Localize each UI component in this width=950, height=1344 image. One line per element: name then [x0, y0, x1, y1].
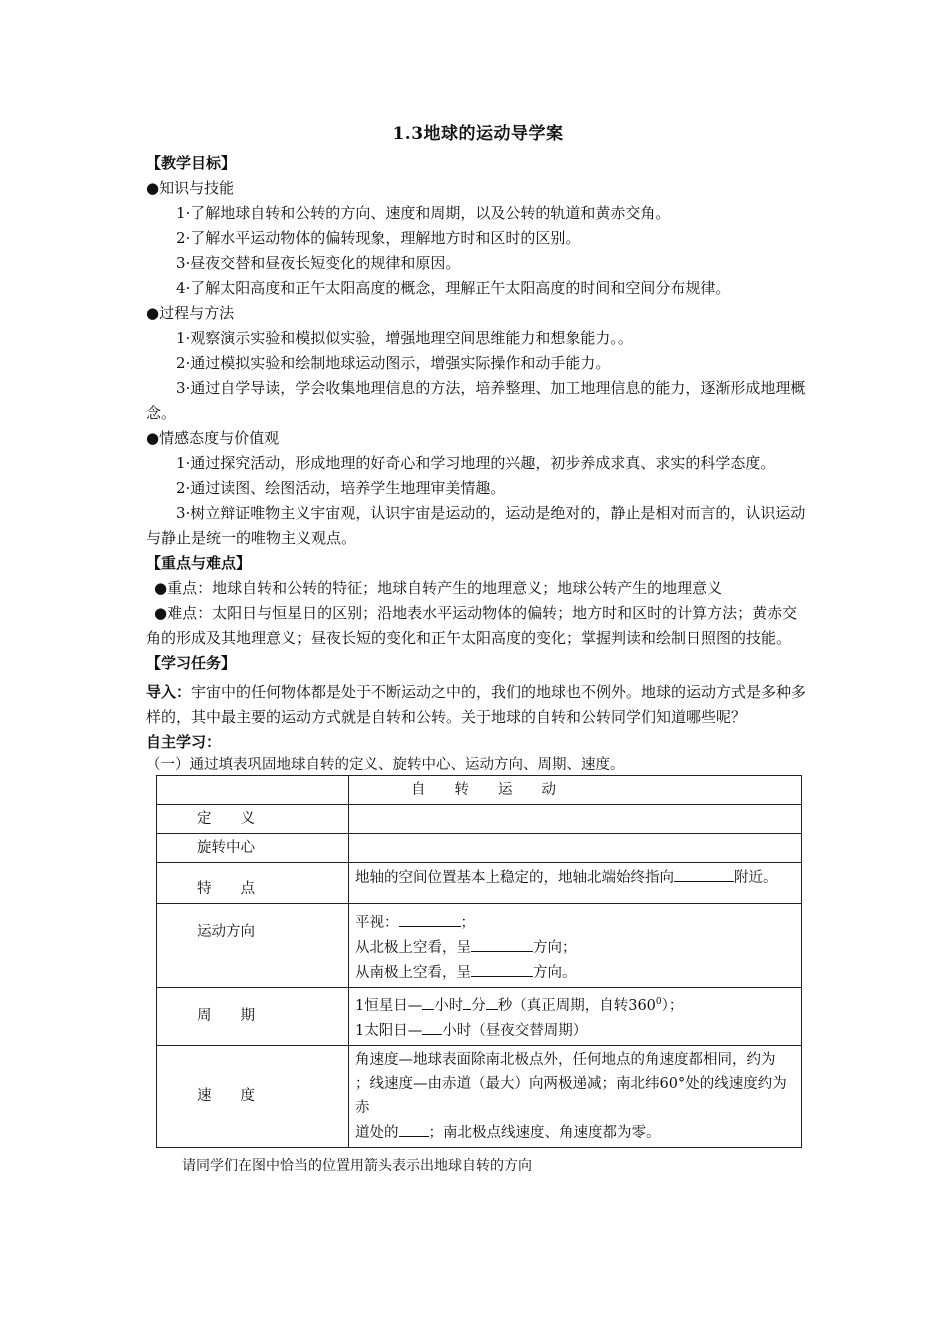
table-row [157, 1045, 802, 1147]
speed-text: 角速度—地球表面除南北极点外，任何地点的角速度都相同，约为 [355, 1051, 776, 1068]
fill-blank[interactable] [422, 993, 434, 1010]
process-item: 3·通过自学导读，学会收集地理信息的方法，培养整理、加工地理信息的能力，逐渐形成地理概念。 [146, 379, 806, 422]
direction-label: 运动方向 [157, 904, 349, 988]
table-header-row [157, 776, 802, 805]
feature-cell [349, 863, 802, 904]
knowledge-item: 2·了解水平运动物体的偏转现象，理解地方时和区时的区别。 [176, 229, 581, 247]
table-header: 自 转 运 动 [349, 776, 802, 805]
intro-label: 导入： [146, 683, 192, 701]
fill-blank[interactable] [471, 960, 533, 977]
process-item: 1·观察演示实验和模拟似实验，增强地理空间思维能力和想象能力。。 [176, 329, 633, 347]
fill-blank[interactable] [422, 1018, 442, 1035]
speed-cell [349, 1045, 802, 1147]
process-item: 2·通过模拟实验和绘制地球运动图示，增强实际操作和动手能力。 [176, 354, 611, 372]
keypoints-heading: 【重点与难点】 [146, 554, 252, 572]
attitude-item: 3·树立辩证唯物主义宇宙观，认识宇宙是运动的，运动是绝对的，静止是相对而言的，认识运动与静止是统一的唯物主义观点。 [146, 504, 806, 547]
table-row [157, 904, 802, 988]
speed-text: ；南北极点线速度、角速度都为零。 [428, 1124, 661, 1141]
speed-text: 道处的 [355, 1124, 399, 1141]
table-row [157, 863, 802, 904]
key-point: ●重点：地球自转和公转的特征；地球自转产生的地理意义；地球公转产生的地理意义 [154, 579, 723, 597]
direction-text: 从北极上空看，呈 [355, 940, 471, 956]
table-row [157, 988, 802, 1046]
feature-text-end: 附近。 [734, 870, 778, 886]
feature-label: 特 点 [157, 863, 349, 904]
fill-blank[interactable] [399, 910, 461, 927]
degree-superscript: 0 [655, 997, 662, 1007]
tasks-heading: 【学习任务】 [146, 654, 237, 672]
table-row [157, 834, 802, 863]
knowledge-heading: ●知识与技能 [146, 179, 235, 197]
period-text: 1太阳日— [355, 1022, 423, 1039]
attitude-heading: ●情感态度与价值观 [146, 429, 280, 447]
fill-blank[interactable] [486, 993, 498, 1010]
page-title: 1.3地球的运动导学案 [392, 124, 564, 144]
goals-heading: 【教学目标】 [146, 154, 237, 172]
process-heading: ●过程与方法 [146, 304, 235, 322]
period-text: 分 [471, 997, 486, 1014]
fill-blank[interactable] [674, 865, 734, 882]
period-text: 秒（真正周期，自转360 [497, 997, 656, 1014]
fill-blank[interactable] [471, 935, 533, 952]
difficult-point: ●难点：太阳日与恒星日的区别；沿地表水平运动物体的偏转；地方时和区时的计算方法；黄赤交角的形成及其地理意义；昼夜长短的变化和正午太阳高度的变化；掌握判读和绘制日照图的技能。 [146, 604, 798, 647]
direction-text: 方向； [533, 940, 577, 956]
knowledge-item: 1·了解地球自转和公转的方向、速度和周期，以及公转的轨道和黄赤交角。 [176, 204, 671, 222]
period-label: 周 期 [157, 988, 349, 1046]
table-corner-cell [157, 776, 349, 805]
attitude-item: 1·通过探究活动，形成地理的好奇心和学习地理的兴趣，初步养成求真、求实的科学态度。 [176, 454, 776, 472]
speed-text: ；线速度—由赤道（最大）向两极递减；南北纬60°处的线速度约为赤 [355, 1075, 787, 1116]
attitude-item: 2·通过读图、绘图活动，培养学生地理审美情趣。 [176, 479, 506, 497]
feature-text: 地轴的空间位置基本上稳定的，地轴北端始终指向 [355, 870, 674, 886]
period-text: 1恒星日— [355, 997, 423, 1014]
definition-label: 定 义 [157, 805, 349, 834]
direction-text: ； [460, 915, 475, 931]
intro-paragraph [146, 680, 810, 730]
direction-text: 方向。 [533, 965, 577, 981]
center-answer-cell[interactable] [349, 834, 802, 863]
definition-answer-cell[interactable] [349, 805, 802, 834]
period-text: 小时（昼夜交替周期） [442, 1022, 588, 1039]
period-text: 小时 [434, 997, 464, 1014]
intro-text: 宇宙中的任何物体都是处于不断运动之中的，我们的地球也不例外。地球的运动方式是多种多样的，其中最主要的运动方式就是自转和公转。关于地球的自转和公转同学们知道哪些呢？ [146, 683, 807, 726]
fill-blank[interactable] [399, 1120, 429, 1137]
document-page [146, 122, 810, 1179]
rotation-table [156, 775, 802, 1148]
period-text: ）； [661, 997, 684, 1014]
self-study-heading: 自主学习： [146, 733, 222, 751]
knowledge-item: 3·昼夜交替和昼夜长短变化的规律和原因。 [176, 254, 461, 272]
direction-text: 平视： [355, 915, 399, 931]
center-label: 旋转中心 [157, 834, 349, 863]
speed-label: 速 度 [157, 1045, 349, 1147]
period-cell [349, 988, 802, 1046]
direction-text: 从南极上空看，呈 [355, 965, 471, 981]
diagram-instruction: 请同学们在图中恰当的位置用箭头表示出地球自转的方向 [182, 1157, 532, 1174]
direction-cell [349, 904, 802, 988]
knowledge-item: 4·了解太阳高度和正午太阳高度的概念，理解正午太阳高度的时间和空间分布规律。 [176, 279, 731, 297]
sub-task-1: （一）通过填表巩固地球自转的定义、旋转中心、运动方向、周期、速度。 [146, 757, 625, 773]
table-row [157, 805, 802, 834]
